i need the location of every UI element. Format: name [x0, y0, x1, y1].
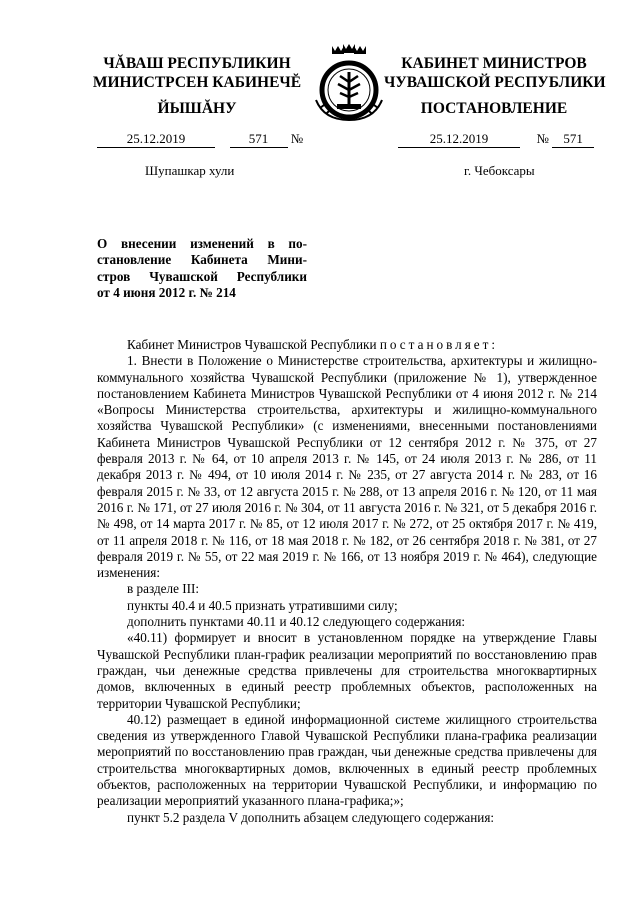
left-number-sign: № [290, 131, 304, 146]
left-header-line2: МИНИСТРСЕН КАБИНЕЧĔ [92, 74, 302, 91]
intro-lead: Кабинет Министров Чувашской Республики [127, 337, 377, 352]
right-header [384, 54, 604, 92]
document-title [97, 236, 307, 302]
coat-of-arms-emblem [310, 42, 388, 124]
document-body [97, 337, 597, 826]
left-number: 571 [230, 131, 288, 148]
left-doc-type: ЙЫШĂНУ [157, 100, 237, 117]
title-line: от 4 июня 2012 г. № 214 [97, 285, 236, 301]
paragraph-7: пункт 5.2 раздела V дополнить абзацем следующего содержания: [127, 809, 495, 825]
right-doc-type: ПОСТАНОВЛЕНИЕ [420, 100, 568, 117]
paragraph-1: 1. Внести в Положение о Министерстве строительства, архитектуры и жилищно-коммунального хозяйства Чувашской Республики (приложение № 1), утвержденное постановлением Кабинета Министров Чувашской Республики от 4 июня 2012 г. № 214 «Вопросы Министерства строительства, архитектуры и жилищно-коммунального хозяйства Чувашской Республики» (с изменениями, внесенными постановлениями Кабинета Министров Чувашской Республики от 12 сентября 2012 г. № 375, от 27 февраля 2013 г. № 64, от 10 апреля 2013 г. № 145, от 24 июля 2013 г. № 286, от 11 декабря 2013 г. № 494, от 10 июля 2014 г. № 235, от 27 августа 2014 г. № 283, от 16 февраля 2015 г. № 33, от 12 августа 2015 г. № 288, от 13 апреля 2016 г. № 120, от 11 мая 2016 г. № 171, от 27 июля 2016 г. № 304, от 11 августа 2016 г. № 321, от 5 декабря 2016 г. № 498, от 14 марта 2017 г. № 85, от 12 июля 2017 г. № 272, от 25 октября 2017 г. № 419, от 11 апреля 2018 г. № 116, от 18 мая 2018 г. № 182, от 26 сентября 2018 г. № 381, от 27 февраля 2019 г. № 55, от 22 мая 2019 г. № 166, от 13 ноября 2019 г. № 464), следующие изменения: [97, 353, 597, 581]
title-line: стров Чувашской Республики [97, 268, 307, 284]
right-city: г. Чебоксары [464, 163, 535, 178]
left-date-number [97, 131, 303, 148]
right-date: 25.12.2019 [398, 131, 520, 148]
paragraph-5: «40.11) формирует и вносит в установленном порядке на утверждение Главы Чувашской Республики план-график реализации мероприятий по восстановлению прав граждан, чьи денежные средства привлечены для строительства многоквартирных домов, включенных в единый реестр проблемных объектов, расположенных на территории Чувашской Республики; [97, 630, 597, 711]
left-header [92, 54, 302, 92]
left-date: 25.12.2019 [97, 131, 215, 148]
right-number: 571 [552, 131, 594, 148]
intro-spaced: постановляет: [379, 337, 499, 352]
title-line: О внесении изменений в по- [97, 236, 307, 251]
left-city: Шупашкар хули [145, 163, 235, 178]
right-number-sign: № [536, 131, 549, 146]
right-header-line1: КАБИНЕТ МИНИСТРОВ [401, 55, 587, 72]
paragraph-4: дополнить пунктами 40.11 и 40.12 следующего содержания: [127, 614, 466, 630]
right-header-line2: ЧУВАШСКОЙ РЕСПУБЛИКИ [384, 74, 606, 91]
intro-paragraph [97, 337, 597, 353]
paragraph-3: пункты 40.4 и 40.5 признать утратившими силу; [127, 597, 398, 613]
paragraph-2: в разделе III: [127, 581, 200, 597]
paragraph-6: 40.12) размещает в единой информационной системе жилищного строительства сведения из утвержденного Главой Чувашской Республики плана-графика реализации мероприятий по восстановлению прав граждан, чьи денежные средства привлечены для строительства многоквартирных домов, включенных в единый реестр проблемных объектов, расположенных на территории Чувашской Республики, и информацию по реализации мероприятий указанного плана-графика;»; [97, 711, 597, 809]
title-line: становление Кабинета Мини- [97, 252, 307, 268]
left-header-line1: ЧĂВАШ РЕСПУБЛИКИН [103, 55, 291, 72]
right-date-number [398, 131, 594, 148]
